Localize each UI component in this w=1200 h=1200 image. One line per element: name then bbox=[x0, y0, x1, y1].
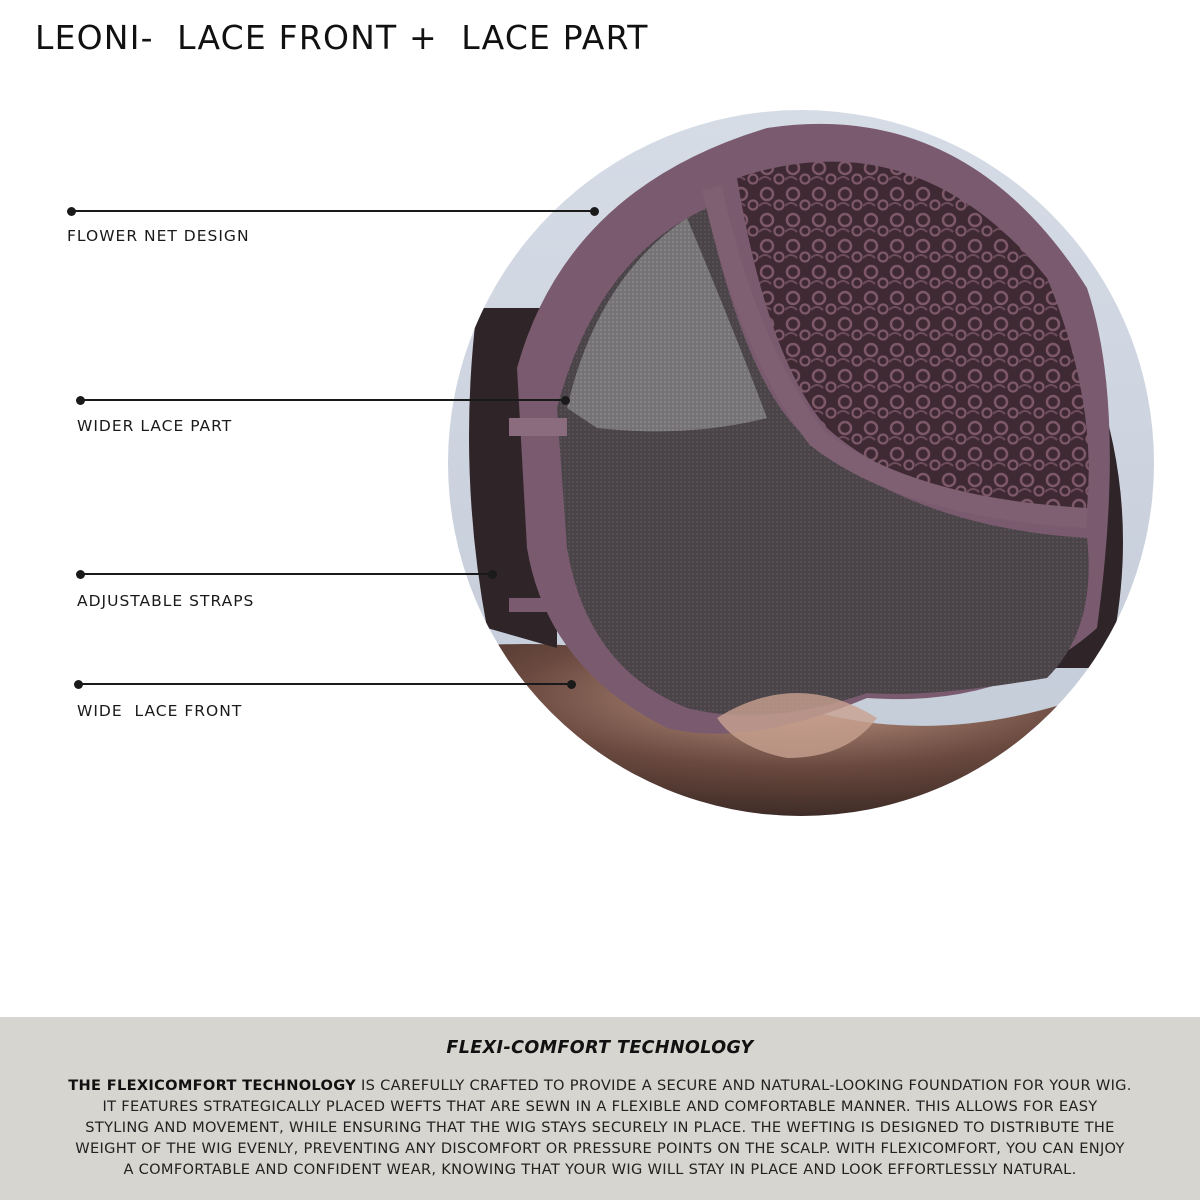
callout-dot-end bbox=[488, 570, 497, 579]
info-lead-bold: THE FLEXICOMFORT TECHNOLOGY bbox=[68, 1077, 357, 1094]
callout-line-lace-part bbox=[80, 399, 566, 401]
callout-dot-start bbox=[76, 570, 85, 579]
info-panel bbox=[0, 1017, 1200, 1200]
callout-dot-start bbox=[74, 680, 83, 689]
info-line-2: IT FEATURES STRATEGICALLY PLACED WEFTS THAT ARE SEWN IN A FLEXIBLE AND COMFORTABLE MANNER. THIS ALLOWS FOR EASY bbox=[102, 1098, 1098, 1115]
info-line-5: A COMFORTABLE AND CONFIDENT WEAR, KNOWING THAT YOUR WIG WILL STAY IN PLACE AND LOOK EFFORTLESSLY NATURAL. bbox=[123, 1161, 1077, 1178]
callout-dot-end bbox=[567, 680, 576, 689]
callout-dot-end bbox=[590, 207, 599, 216]
info-line-3: STYLING AND MOVEMENT, WHILE ENSURING THAT THE WIG STAYS SECURELY IN PLACE. THE WEFTING IS DESIGNED TO DISTRIBUTE THE bbox=[85, 1119, 1115, 1136]
callout-line-straps bbox=[80, 573, 493, 575]
wig-cap-photo bbox=[447, 108, 1155, 818]
callout-dot-start bbox=[76, 396, 85, 405]
info-panel-title: FLEXI-COMFORT TECHNOLOGY bbox=[446, 1038, 754, 1058]
callout-label-lace-front: WIDE LACE FRONT bbox=[77, 702, 243, 720]
page-title: LEONI- LACE FRONT + LACE PART bbox=[35, 18, 649, 57]
callout-line-lace-front bbox=[78, 683, 572, 685]
info-line-1-text: IS CAREFULLY CRAFTED TO PROVIDE A SECURE AND NATURAL-LOOKING FOUNDATION FOR YOUR WIG. bbox=[356, 1077, 1132, 1094]
callout-line-flower-net bbox=[71, 210, 595, 212]
callout-dot-end bbox=[561, 396, 570, 405]
callout-label-straps: ADJUSTABLE STRAPS bbox=[77, 592, 255, 610]
info-line-4: WEIGHT OF THE WIG EVENLY, PREVENTING ANY DISCOMFORT OR PRESSURE POINTS ON THE SCALP. WITH FLEXICOMFORT, YOU CAN ENJOY bbox=[75, 1140, 1125, 1157]
callout-label-flower-net: FLOWER NET DESIGN bbox=[67, 227, 250, 245]
info-panel-body bbox=[30, 1075, 1170, 1180]
callout-dot-start bbox=[67, 207, 76, 216]
info-line-1 bbox=[30, 1075, 1170, 1096]
callout-label-lace-part: WIDER LACE PART bbox=[77, 417, 233, 435]
